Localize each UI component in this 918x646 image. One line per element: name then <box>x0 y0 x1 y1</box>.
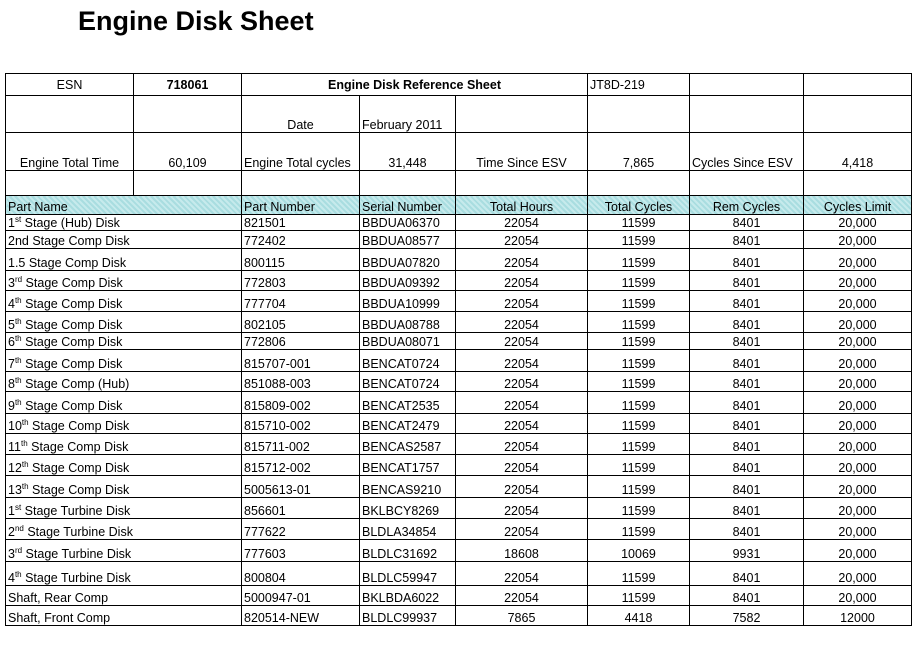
part-name-pre: 2 <box>8 525 15 539</box>
part-name-pre: 2nd Stage Comp Disk <box>8 234 130 248</box>
part-name-post: Stage Turbine Disk <box>21 504 131 518</box>
part-name-cell <box>6 455 242 476</box>
rem-cycles-cell: 8401 <box>690 519 804 540</box>
part-number-cell: 815809-002 <box>242 392 360 414</box>
part-name-pre: 3 <box>8 276 15 290</box>
part-name-post: Stage Comp Disk <box>21 357 123 371</box>
part-name-sup: th <box>14 355 22 365</box>
header-row-esn <box>6 74 912 96</box>
total-cycles-cell: 11599 <box>588 249 690 271</box>
total-hours-cell: 22054 <box>456 333 588 350</box>
table-row <box>6 249 912 271</box>
engine-model: JT8D-219 <box>588 74 690 96</box>
table-row <box>6 455 912 476</box>
rem-cycles-cell: 8401 <box>690 350 804 372</box>
part-name-cell <box>6 392 242 414</box>
part-name-cell <box>6 540 242 562</box>
rem-cycles-cell: 8401 <box>690 215 804 231</box>
total-cycles-cell: 11599 <box>588 333 690 350</box>
part-name-post: Stage Turbine Disk <box>22 547 132 561</box>
date-value: February 2011 <box>360 96 456 133</box>
table-row <box>6 215 912 231</box>
part-name-cell <box>6 231 242 249</box>
part-name-cell <box>6 312 242 333</box>
serial-number-cell: BENCAS9210 <box>360 476 456 498</box>
serial-number-cell: BLDLC59947 <box>360 562 456 586</box>
rem-cycles-cell: 8401 <box>690 231 804 249</box>
total-hours-cell: 22054 <box>456 271 588 291</box>
total-hours-cell: 22054 <box>456 312 588 333</box>
part-name-post: Stage Comp Disk <box>28 419 130 433</box>
empty-cell <box>134 96 242 133</box>
part-number-cell: 772806 <box>242 333 360 350</box>
rem-cycles-cell: 8401 <box>690 249 804 271</box>
total-hours-cell: 22054 <box>456 498 588 519</box>
rem-cycles-cell: 7582 <box>690 606 804 626</box>
rem-cycles-cell: 8401 <box>690 372 804 392</box>
part-name-sup: st <box>14 214 22 224</box>
cycles-limit-cell: 20,000 <box>804 392 912 414</box>
table-row <box>6 333 912 350</box>
part-name-post: Stage Comp Disk <box>21 335 123 349</box>
part-name-pre: 10 <box>8 419 22 433</box>
part-name-cell <box>6 291 242 312</box>
table-row <box>6 291 912 312</box>
table-row <box>6 586 912 606</box>
total-cycles-cell: 11599 <box>588 498 690 519</box>
part-number-cell: 772402 <box>242 231 360 249</box>
part-name-post: Stage Comp Disk <box>21 318 123 332</box>
esn-label: ESN <box>6 74 134 96</box>
rem-cycles-cell: 8401 <box>690 476 804 498</box>
serial-number-cell: BKLBDA6022 <box>360 586 456 606</box>
part-name-post: Stage Comp Disk <box>21 399 123 413</box>
cycles-limit-cell: 20,000 <box>804 586 912 606</box>
part-name-post: Stage Comp Disk <box>27 440 129 454</box>
part-name-cell <box>6 498 242 519</box>
cycles-limit-cell: 20,000 <box>804 271 912 291</box>
part-name-sup: th <box>14 295 22 305</box>
time-since-esv-value: 7,865 <box>588 133 690 171</box>
part-name-sup: th <box>20 438 28 448</box>
reference-title: Engine Disk Reference Sheet <box>242 74 588 96</box>
part-name-pre: Shaft, Rear Comp <box>8 591 109 605</box>
total-cycles-cell: 11599 <box>588 312 690 333</box>
table-row <box>6 312 912 333</box>
cycles-limit-cell: 20,000 <box>804 562 912 586</box>
part-number-cell: 5005613-01 <box>242 476 360 498</box>
table-row <box>6 434 912 455</box>
part-number-cell: 800115 <box>242 249 360 271</box>
total-cycles-cell: 11599 <box>588 350 690 372</box>
total-cycles-cell: 11599 <box>588 392 690 414</box>
cycles-limit-cell: 20,000 <box>804 291 912 312</box>
cycles-since-esv-value: 4,418 <box>804 133 912 171</box>
column-header-total-cycles: Total Cycles <box>588 196 690 215</box>
empty-cell <box>6 171 134 196</box>
table-row <box>6 540 912 562</box>
part-name-cell <box>6 414 242 434</box>
part-name-cell <box>6 519 242 540</box>
rem-cycles-cell: 8401 <box>690 333 804 350</box>
total-cycles-cell: 11599 <box>588 455 690 476</box>
total-hours-cell: 22054 <box>456 562 588 586</box>
serial-number-cell: BBDUA10999 <box>360 291 456 312</box>
part-number-cell: 772803 <box>242 271 360 291</box>
serial-number-cell: BENCAT0724 <box>360 350 456 372</box>
serial-number-cell: BLDLC31692 <box>360 540 456 562</box>
header-row-date <box>6 96 912 133</box>
serial-number-cell: BBDUA08577 <box>360 231 456 249</box>
engine-disk-sheet <box>5 73 911 626</box>
total-hours-cell: 22054 <box>456 215 588 231</box>
total-cycles-cell: 11599 <box>588 476 690 498</box>
part-name-pre: 3 <box>8 547 15 561</box>
part-number-cell: 821501 <box>242 215 360 231</box>
rem-cycles-cell: 8401 <box>690 271 804 291</box>
serial-number-cell: BBDUA08788 <box>360 312 456 333</box>
part-name-sup: th <box>21 417 29 427</box>
part-name-pre: 8 <box>8 377 15 391</box>
part-name-post: Stage Comp Disk <box>21 297 123 311</box>
cycles-limit-cell: 20,000 <box>804 350 912 372</box>
part-name-post: Stage (Hub) Disk <box>21 216 120 230</box>
part-name-pre: 6 <box>8 335 15 349</box>
part-name-sup: th <box>14 397 22 407</box>
total-hours-cell: 22054 <box>456 372 588 392</box>
serial-number-cell: BBDUA08071 <box>360 333 456 350</box>
table-row <box>6 498 912 519</box>
total-hours-cell: 22054 <box>456 249 588 271</box>
esn-value: 718061 <box>134 74 242 96</box>
total-cycles-cell: 11599 <box>588 414 690 434</box>
disk-table <box>5 73 912 626</box>
total-hours-cell: 22054 <box>456 519 588 540</box>
part-number-cell: 777603 <box>242 540 360 562</box>
part-name-sup: th <box>14 316 22 326</box>
part-name-cell <box>6 215 242 231</box>
total-cycles-cell: 11599 <box>588 372 690 392</box>
column-header-total-hours: Total Hours <box>456 196 588 215</box>
part-name-cell <box>6 434 242 455</box>
serial-number-cell: BENCAT0724 <box>360 372 456 392</box>
column-header-rem-cycles: Rem Cycles <box>690 196 804 215</box>
cycles-limit-cell: 20,000 <box>804 215 912 231</box>
table-row <box>6 414 912 434</box>
total-hours-cell: 18608 <box>456 540 588 562</box>
empty-cell <box>690 96 804 133</box>
part-name-cell <box>6 562 242 586</box>
engine-total-cycles-label: Engine Total cycles <box>242 133 360 171</box>
total-hours-cell: 7865 <box>456 606 588 626</box>
part-number-cell: 777622 <box>242 519 360 540</box>
part-name-pre: 11 <box>8 440 21 454</box>
cycles-limit-cell: 20,000 <box>804 519 912 540</box>
table-row <box>6 476 912 498</box>
serial-number-cell: BENCAT2479 <box>360 414 456 434</box>
part-name-pre: 7 <box>8 357 15 371</box>
header-row-totals <box>6 133 912 171</box>
cycles-limit-cell: 20,000 <box>804 434 912 455</box>
rem-cycles-cell: 8401 <box>690 414 804 434</box>
part-name-cell <box>6 476 242 498</box>
empty-cell <box>804 96 912 133</box>
cycles-limit-cell: 20,000 <box>804 249 912 271</box>
part-name-pre: 1 <box>8 504 15 518</box>
empty-cell <box>456 171 588 196</box>
serial-number-cell: BKLBCY8269 <box>360 498 456 519</box>
total-cycles-cell: 11599 <box>588 215 690 231</box>
cycles-limit-cell: 20,000 <box>804 333 912 350</box>
total-cycles-cell: 11599 <box>588 519 690 540</box>
total-cycles-cell: 4418 <box>588 606 690 626</box>
part-number-cell: 856601 <box>242 498 360 519</box>
column-header-row <box>6 196 912 215</box>
part-name-pre: 4 <box>8 297 15 311</box>
column-header-cycles-limit: Cycles Limit <box>804 196 912 215</box>
part-name-cell <box>6 271 242 291</box>
total-hours-cell: 22054 <box>456 392 588 414</box>
part-name-cell <box>6 586 242 606</box>
date-label: Date <box>242 96 360 133</box>
serial-number-cell: BENCAT2535 <box>360 392 456 414</box>
part-name-sup: rd <box>14 545 23 555</box>
rem-cycles-cell: 8401 <box>690 498 804 519</box>
table-row <box>6 519 912 540</box>
rem-cycles-cell: 8401 <box>690 312 804 333</box>
serial-number-cell: BLDLA34854 <box>360 519 456 540</box>
empty-cell <box>456 96 588 133</box>
cycles-since-esv-label: Cycles Since ESV <box>690 133 804 171</box>
serial-number-cell: BBDUA06370 <box>360 215 456 231</box>
part-name-post: Stage Turbine Disk <box>21 571 131 585</box>
part-name-sup: rd <box>14 274 23 284</box>
serial-number-cell: BENCAT1757 <box>360 455 456 476</box>
total-cycles-cell: 10069 <box>588 540 690 562</box>
part-name-sup: th <box>21 481 29 491</box>
table-row <box>6 231 912 249</box>
cycles-limit-cell: 20,000 <box>804 498 912 519</box>
part-name-post: Stage Comp (Hub) <box>21 377 130 391</box>
part-name-post: Stage Turbine Disk <box>23 525 133 539</box>
empty-cell <box>242 171 360 196</box>
cycles-limit-cell: 12000 <box>804 606 912 626</box>
table-row <box>6 372 912 392</box>
part-name-pre: 9 <box>8 399 15 413</box>
part-name-cell <box>6 606 242 626</box>
part-name-cell <box>6 350 242 372</box>
part-name-sup: th <box>14 375 22 385</box>
column-header-part-number: Part Number <box>242 196 360 215</box>
part-name-post: Stage Comp Disk <box>22 276 123 290</box>
total-hours-cell: 22054 <box>456 586 588 606</box>
part-number-cell: 777704 <box>242 291 360 312</box>
cycles-limit-cell: 20,000 <box>804 414 912 434</box>
total-hours-cell: 22054 <box>456 414 588 434</box>
rem-cycles-cell: 8401 <box>690 562 804 586</box>
total-cycles-cell: 11599 <box>588 271 690 291</box>
cycles-limit-cell: 20,000 <box>804 231 912 249</box>
part-name-pre: 4 <box>8 571 15 585</box>
part-number-cell: 820514-NEW <box>242 606 360 626</box>
part-number-cell: 815712-002 <box>242 455 360 476</box>
part-name-pre: 5 <box>8 318 15 332</box>
table-row <box>6 271 912 291</box>
table-row <box>6 350 912 372</box>
part-name-sup: th <box>14 333 22 343</box>
empty-cell <box>588 171 690 196</box>
rem-cycles-cell: 8401 <box>690 434 804 455</box>
part-name-pre: 1 <box>8 216 15 230</box>
table-row <box>6 606 912 626</box>
empty-cell <box>6 96 134 133</box>
table-row <box>6 392 912 414</box>
engine-total-time-value: 60,109 <box>134 133 242 171</box>
part-number-cell: 802105 <box>242 312 360 333</box>
cycles-limit-cell: 20,000 <box>804 372 912 392</box>
total-hours-cell: 22054 <box>456 476 588 498</box>
part-name-sup: nd <box>14 523 24 533</box>
total-cycles-cell: 11599 <box>588 434 690 455</box>
empty-cell <box>690 171 804 196</box>
total-cycles-cell: 11599 <box>588 562 690 586</box>
column-header-serial-number: Serial Number <box>360 196 456 215</box>
rem-cycles-cell: 9931 <box>690 540 804 562</box>
total-cycles-cell: 11599 <box>588 586 690 606</box>
part-number-cell: 815711-002 <box>242 434 360 455</box>
cycles-limit-cell: 20,000 <box>804 455 912 476</box>
empty-cell <box>588 96 690 133</box>
part-number-cell: 815710-002 <box>242 414 360 434</box>
part-name-post: Stage Comp Disk <box>28 483 130 497</box>
cycles-limit-cell: 20,000 <box>804 312 912 333</box>
empty-cell <box>134 171 242 196</box>
part-name-post: Stage Comp Disk <box>28 461 130 475</box>
serial-number-cell: BENCAS2587 <box>360 434 456 455</box>
empty-cell <box>804 74 912 96</box>
empty-cell <box>690 74 804 96</box>
cycles-limit-cell: 20,000 <box>804 476 912 498</box>
part-name-pre: 1.5 Stage Comp Disk <box>8 256 127 270</box>
part-number-cell: 800804 <box>242 562 360 586</box>
total-hours-cell: 22054 <box>456 231 588 249</box>
rem-cycles-cell: 8401 <box>690 392 804 414</box>
part-number-cell: 5000947-01 <box>242 586 360 606</box>
part-number-cell: 815707-001 <box>242 350 360 372</box>
spacer-row <box>6 171 912 196</box>
part-name-pre: 13 <box>8 483 22 497</box>
total-hours-cell: 22054 <box>456 291 588 312</box>
serial-number-cell: BBDUA09392 <box>360 271 456 291</box>
rem-cycles-cell: 8401 <box>690 586 804 606</box>
part-name-cell <box>6 249 242 271</box>
part-name-sup: th <box>21 459 29 469</box>
engine-total-cycles-value: 31,448 <box>360 133 456 171</box>
time-since-esv-label: Time Since ESV <box>456 133 588 171</box>
page-title: Engine Disk Sheet <box>78 6 314 36</box>
part-name-cell <box>6 333 242 350</box>
total-hours-cell: 22054 <box>456 350 588 372</box>
serial-number-cell: BBDUA07820 <box>360 249 456 271</box>
rem-cycles-cell: 8401 <box>690 291 804 312</box>
total-hours-cell: 22054 <box>456 455 588 476</box>
empty-cell <box>804 171 912 196</box>
column-header-part-name: Part Name <box>6 196 242 215</box>
total-hours-cell: 22054 <box>456 434 588 455</box>
part-name-pre: Shaft, Front Comp <box>8 611 111 625</box>
serial-number-cell: BLDLC99937 <box>360 606 456 626</box>
part-name-sup: st <box>14 502 22 512</box>
part-name-sup: th <box>14 569 22 579</box>
empty-cell <box>360 171 456 196</box>
total-cycles-cell: 11599 <box>588 231 690 249</box>
cycles-limit-cell: 20,000 <box>804 540 912 562</box>
engine-total-time-label: Engine Total Time <box>6 133 134 171</box>
part-name-pre: 12 <box>8 461 22 475</box>
rem-cycles-cell: 8401 <box>690 455 804 476</box>
part-name-cell <box>6 372 242 392</box>
part-number-cell: 851088-003 <box>242 372 360 392</box>
table-row <box>6 562 912 586</box>
total-cycles-cell: 11599 <box>588 291 690 312</box>
